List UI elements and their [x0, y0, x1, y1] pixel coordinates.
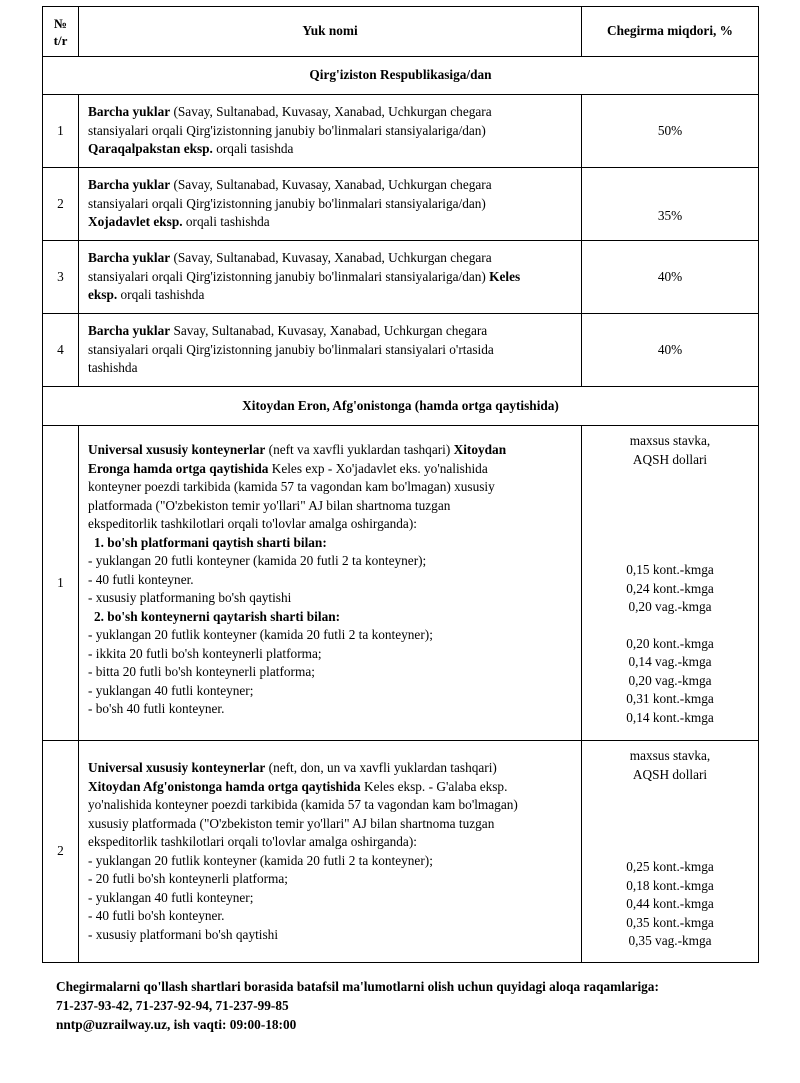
row-number: 4 [43, 314, 79, 387]
cargo-description [79, 314, 582, 387]
cargo-bold: eksp. [88, 287, 118, 303]
row-number: 1 [43, 95, 79, 168]
rate-currency: AQSH dollari [632, 766, 708, 782]
list-item: - yuklangan 40 futli konteyner; [88, 889, 254, 905]
cargo-description [79, 168, 582, 241]
cargo-bold: Universal xususiy konteynerlar [88, 442, 266, 457]
cargo-text: orqali tashishda [117, 287, 205, 303]
list-item: - yuklangan 40 futli konteyner; [88, 682, 254, 698]
condition-heading: 1. bo'sh platformani qaytish sharti bilan: [94, 534, 327, 550]
contact-email-hours: nntp@uzrailway.uz, ish vaqti: 09:00-18:00 [56, 1017, 297, 1032]
cargo-bold: Barcha yuklar [88, 104, 171, 120]
cargo-bold: Qaraqalpakstan eksp. [88, 141, 213, 157]
cargo-text: stansiyalari orqali Qirg'izistonning janubiy bo'linmalari stansiyalariga/dan) [88, 122, 486, 138]
cargo-text: stansiyalari orqali Qirg'izistonning janubiy bo'linmalari stansiyalariga/dan) [88, 195, 486, 211]
list-item: - xususiy platformaning bo'sh qaytishi [88, 590, 292, 605]
cargo-bold: Barcha yuklar [88, 323, 171, 339]
rate-title: maxsus stavka, [629, 748, 711, 763]
cargo-text: Savay, Sultanabad, Kuvasay, Xanabad, Uchkurgan chegara [170, 323, 488, 339]
rate-value: 0,44 kont.-kmga [626, 896, 714, 911]
rate-value: 0,24 kont.-kmga [626, 580, 714, 596]
section-title: Xitoydan Eron, Afg'onistonga (hamda ortga qaytishida) [43, 387, 759, 426]
condition-heading: 2. bo'sh konteynerni qaytarish sharti bilan: [94, 608, 341, 624]
rate-cell [582, 426, 759, 741]
cargo-text: (Savay, Sultanabad, Kuvasay, Xanabad, Uchkurgan chegara [170, 177, 492, 193]
rate-value: 0,20 vag.-kmga [628, 672, 712, 688]
rate-value: 0,31 kont.-kmga [626, 691, 714, 706]
discount-value: 40% [582, 314, 759, 387]
list-item: - 40 futli bo'sh konteyner. [88, 908, 225, 923]
rate-cell [582, 741, 759, 963]
list-item: - bo'sh 40 futli konteyner. [88, 701, 225, 716]
list-item: - bitta 20 futli bo'sh konteynerli platforma; [88, 664, 315, 679]
table-row [43, 314, 759, 387]
cargo-bold: Universal xususiy konteynerlar [88, 760, 266, 775]
rate-title: maxsus stavka, [629, 433, 711, 448]
header-number-label: t/r [53, 32, 68, 48]
cargo-text: (Savay, Sultanabad, Kuvasay, Xanabad, Uchkurgan chegara [170, 104, 492, 120]
header-cargo-name: Yuk nomi [79, 7, 582, 57]
discount-value: 50% [582, 95, 759, 168]
list-item: - 20 futli bo'sh konteynerli platforma; [88, 871, 288, 886]
list-item: - yuklangan 20 futli konteyner (kamida 20 futli 2 ta konteyner); [88, 553, 427, 568]
cargo-text: xususiy platformada ("O'zbekiston temir yo'llari" AJ bilan shartnoma tuzgan [88, 815, 495, 831]
rate-value: 0,35 kont.-kmga [626, 914, 714, 930]
tariff-table [42, 6, 759, 963]
section-header-kyrgyzstan [43, 57, 759, 95]
cargo-description [79, 95, 582, 168]
cargo-bold: Eronga hamda ortga qaytishida [88, 460, 269, 476]
cargo-text: Keles eksp. - G'alaba eksp. [360, 778, 508, 794]
table-row [43, 426, 759, 741]
list-item: - yuklangan 20 futlik konteyner (kamida 20 futli 2 ta konteyner); [88, 852, 433, 868]
cargo-text: (Savay, Sultanabad, Kuvasay, Xanabad, Uchkurgan chegara [170, 250, 492, 266]
cargo-text: (neft, don, un va xavfli yuklardan tashqari) [265, 760, 497, 775]
discount-value: 35% [582, 168, 759, 241]
table-row [43, 241, 759, 314]
rate-value: 0,14 kont.-kmga [626, 709, 714, 725]
cargo-text: stansiyalari orqali Qirg'izistonning janubiy bo'linmalari stansiyalariga/dan) [88, 268, 486, 284]
header-number [43, 7, 79, 57]
table-row [43, 741, 759, 963]
rate-value: 0,20 kont.-kmga [626, 635, 714, 651]
cargo-text: tashishda [88, 360, 138, 376]
header-number-symbol: № [53, 15, 68, 31]
cargo-text: yo'nalishida konteyner poezdi tarkibida (kamida 57 ta vagondan kam bo'lmagan) [88, 797, 518, 812]
row-number: 2 [43, 168, 79, 241]
contact-footer [56, 977, 776, 1034]
cargo-text: Keles exp - Xo'jadavlet eks. yo'nalishida [268, 460, 488, 476]
cargo-bold: Xojadavlet eksp. [88, 214, 183, 230]
table-row [43, 168, 759, 241]
rate-value: 0,18 kont.-kmga [626, 877, 714, 893]
rate-value: 0,35 vag.-kmga [628, 933, 712, 948]
section-title: Qirg'iziston Respublikasiga/dan [43, 57, 759, 95]
section-header-china [43, 387, 759, 426]
row-number: 3 [43, 241, 79, 314]
list-item: - yuklangan 20 futlik konteyner (kamida 20 futli 2 ta konteyner); [88, 627, 433, 642]
cargo-description [79, 426, 582, 741]
cargo-text: konteyner poezdi tarkibida (kamida 57 ta vagondan kam bo'lmagan) xususiy [88, 479, 495, 494]
document [42, 6, 758, 963]
rate-currency: AQSH dollari [632, 451, 708, 467]
cargo-text: platformada ("O'zbekiston temir yo'llari" AJ bilan shartnoma tuzgan [88, 497, 451, 513]
row-number: 1 [43, 426, 79, 741]
cargo-text: ekspeditorlik tashkilotlari orqali to'lovlar amalga oshirganda): [88, 516, 417, 531]
table-row [43, 95, 759, 168]
cargo-text: ekspeditorlik tashkilotlari orqali to'lovlar amalga oshirganda): [88, 834, 417, 849]
header-discount: Chegirma miqdori, % [582, 7, 759, 57]
discount-value: 40% [582, 241, 759, 314]
table-header-row [43, 7, 759, 57]
cargo-text: (neft va xavfli yuklardan tashqari) [265, 442, 454, 457]
cargo-text: stansiyalari orqali Qirg'izistonning janubiy bo'linmalari stansiyalari o'rtasida [88, 341, 494, 357]
contact-note: Chegirmalarni qo'llash shartlari borasida batafsil ma'lumotlarni olish uchun quyidagi aloqa raqamlariga: [56, 979, 659, 994]
cargo-description [79, 241, 582, 314]
cargo-text: orqali tasishda [212, 141, 294, 157]
rate-value: 0,15 kont.-kmga [626, 562, 714, 577]
list-item: - 40 futli konteyner. [88, 571, 194, 587]
cargo-bold: Xitoydan [453, 442, 507, 457]
cargo-bold: Keles [485, 268, 521, 284]
list-item: - ikkita 20 futli bo'sh konteynerli platforma; [88, 645, 322, 661]
cargo-description [79, 741, 582, 963]
cargo-bold: Barcha yuklar [88, 250, 171, 266]
contact-phones: 71-237-93-42, 71-237-92-94, 71-237-99-85 [56, 998, 289, 1013]
rate-value: 0,25 kont.-kmga [626, 859, 714, 874]
row-number: 2 [43, 741, 79, 963]
cargo-bold: Xitoydan Afg'onistonga hamda ortga qaytishida [88, 778, 361, 794]
rate-value: 0,14 vag.-kmga [628, 654, 712, 669]
rate-value: 0,20 vag.-kmga [628, 599, 712, 614]
cargo-bold: Barcha yuklar [88, 177, 171, 193]
list-item: - xususiy platformani bo'sh qaytishi [88, 926, 279, 942]
cargo-text: orqali tashishda [182, 214, 270, 230]
